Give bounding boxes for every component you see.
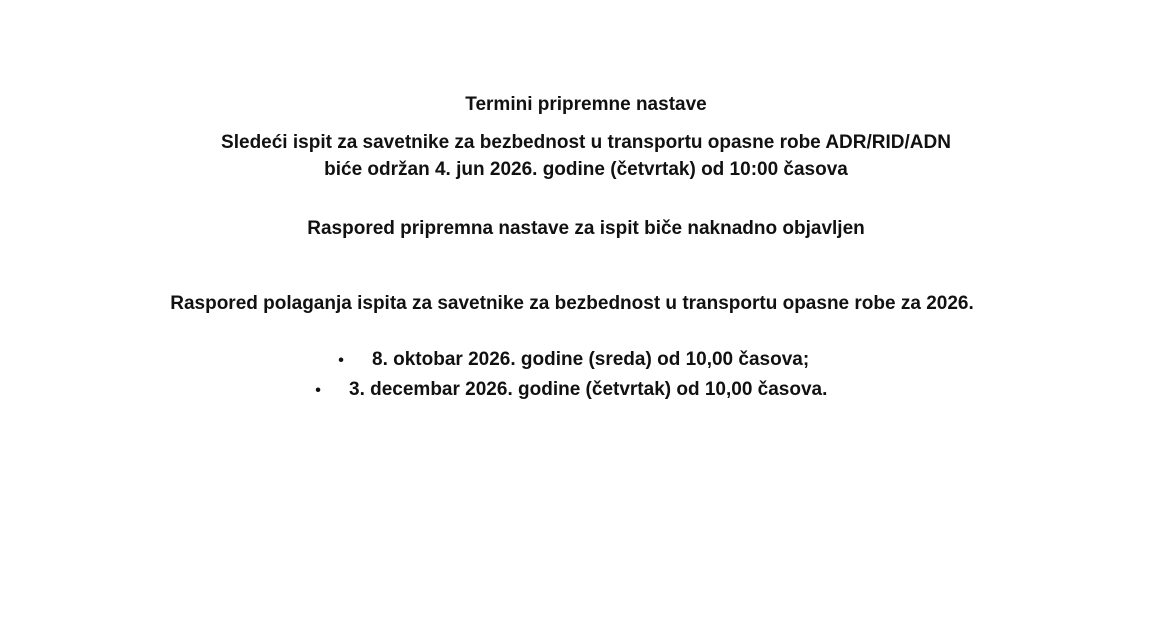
schedule-notice: Raspored pripremna nastave za ispit biče naknadno objavljen	[307, 218, 865, 239]
bullet-icon: •	[315, 382, 321, 399]
next-exam-line-2: biće održan 4. jun 2026. godine (četvrtak) od 10:00 časova	[324, 159, 848, 180]
exam-date-item	[336, 349, 809, 372]
page-title: Termini pripremne nastave	[465, 94, 707, 115]
yearly-schedule-heading: Raspored polaganja ispita za savetnike za bezbednost u transportu opasne robe za 2026.	[170, 293, 974, 314]
exam-date-item	[313, 379, 827, 402]
exam-date-text: 3. decembar 2026. godine (četvrtak) od 10,00 časova.	[349, 379, 828, 400]
bullet-icon: •	[338, 352, 344, 369]
exam-date-text: 8. oktobar 2026. godine (sreda) od 10,00 časova;	[372, 349, 810, 370]
next-exam-line-1: Sledeći ispit za savetnike za bezbednost u transportu opasne robe ADR/RID/ADN	[221, 132, 951, 153]
